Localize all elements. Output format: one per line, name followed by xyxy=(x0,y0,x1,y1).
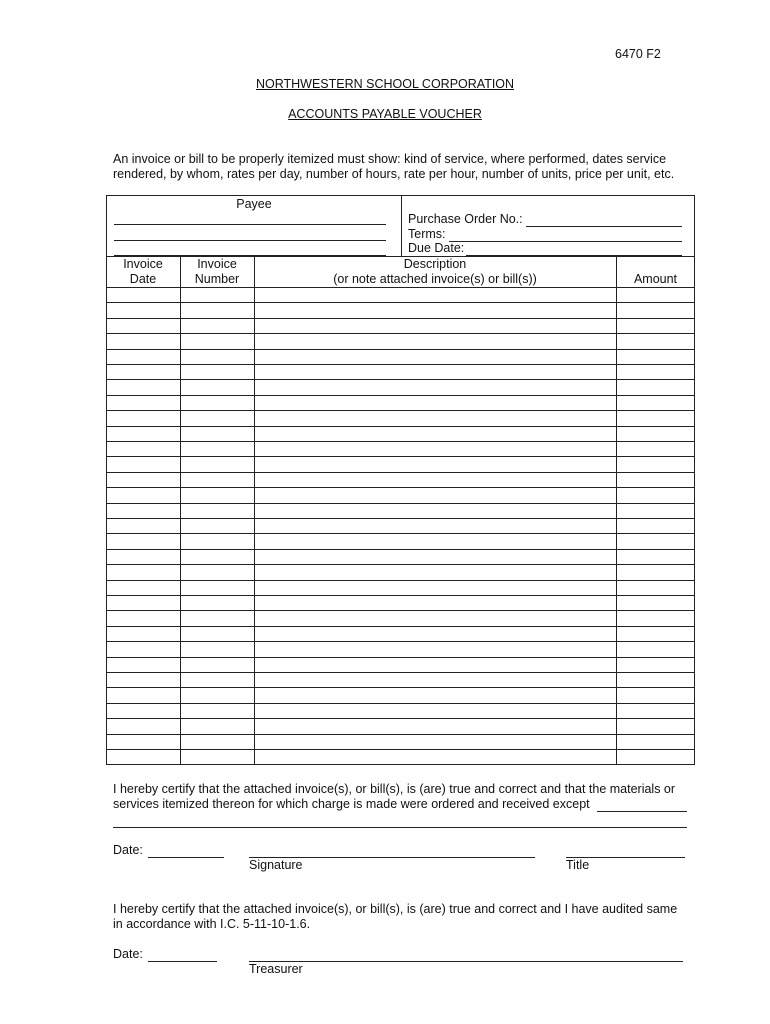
row-divider xyxy=(106,472,695,473)
row-divider xyxy=(106,533,695,534)
row-divider xyxy=(106,687,695,688)
payee-line-3[interactable] xyxy=(114,241,386,256)
row-divider xyxy=(106,657,695,658)
row-divider xyxy=(106,626,695,627)
instructions-line-1: An invoice or bill to be properly itemized must show: kind of service, where performed, dates service xyxy=(113,152,667,166)
row-divider xyxy=(106,318,695,319)
row-divider xyxy=(106,734,695,735)
row-divider xyxy=(106,749,695,750)
row-divider xyxy=(106,456,695,457)
row-divider xyxy=(106,703,695,704)
due-date-field[interactable] xyxy=(466,241,682,256)
payee-line-1[interactable] xyxy=(114,210,386,225)
row-divider xyxy=(106,441,695,442)
description-header-line-1: Description xyxy=(403,257,467,271)
certification-date-field[interactable] xyxy=(148,843,224,858)
title-label: Title xyxy=(566,858,590,872)
exception-field-line-2[interactable] xyxy=(113,813,687,828)
row-divider xyxy=(106,302,695,303)
row-divider xyxy=(106,580,695,581)
invoice-number-header xyxy=(180,257,254,287)
row-divider xyxy=(106,410,695,411)
invoice-date-header-line-1: Invoice xyxy=(123,257,163,271)
row-divider xyxy=(106,718,695,719)
audit-line-1: I hereby certify that the attached invoice(s), or bill(s), is (are) true and correct and I have audited same xyxy=(113,902,678,916)
row-divider xyxy=(106,287,695,288)
row-divider xyxy=(106,503,695,504)
audit-date-label: Date: xyxy=(113,947,143,961)
row-divider xyxy=(106,426,695,427)
itemization-instructions xyxy=(113,152,693,182)
row-divider xyxy=(106,333,695,334)
row-divider xyxy=(106,672,695,673)
row-divider xyxy=(106,641,695,642)
terms-field[interactable] xyxy=(449,227,682,242)
voucher-table xyxy=(106,195,695,765)
instructions-line-2: rendered, by whom, rates per day, number of hours, rate per hour, number of units, price per unit, etc. xyxy=(113,167,675,181)
organization-name: NORTHWESTERN SCHOOL CORPORATION xyxy=(255,77,515,91)
invoice-date-header-line-2: Date xyxy=(129,272,157,286)
signature-label: Signature xyxy=(249,858,303,872)
treasurer-signature-field[interactable] xyxy=(249,947,683,962)
audit-date-field[interactable] xyxy=(148,947,217,962)
row-divider xyxy=(106,518,695,519)
row-divider xyxy=(106,487,695,488)
title-field[interactable] xyxy=(566,843,685,858)
row-divider xyxy=(106,349,695,350)
certification-date-label: Date: xyxy=(113,843,143,857)
certification-line-2: services itemized thereon for which charge is made were ordered and received except xyxy=(113,797,590,811)
row-divider xyxy=(106,595,695,596)
row-divider xyxy=(106,364,695,365)
purchase-order-label: Purchase Order No.: xyxy=(408,212,523,226)
invoice-number-header-line-1: Invoice xyxy=(197,257,237,271)
row-divider xyxy=(106,610,695,611)
exception-field[interactable] xyxy=(597,797,687,812)
purchase-order-field[interactable] xyxy=(526,212,682,227)
invoice-date-header xyxy=(106,257,180,287)
payee-line-2[interactable] xyxy=(114,226,386,241)
amount-header: Amount xyxy=(633,272,678,286)
invoice-number-header-line-2: Number xyxy=(194,272,240,286)
row-divider xyxy=(106,379,695,380)
audit-statement xyxy=(113,902,693,932)
signature-field[interactable] xyxy=(249,843,535,858)
row-divider xyxy=(106,549,695,550)
row-divider xyxy=(106,395,695,396)
form-id: 6470 F2 xyxy=(615,47,661,61)
description-header xyxy=(254,257,616,287)
document-title: ACCOUNTS PAYABLE VOUCHER xyxy=(288,107,482,121)
certification-line-1: I hereby certify that the attached invoice(s), or bill(s), is (are) true and correct and that the materials or xyxy=(113,782,676,796)
audit-line-2: in accordance with I.C. 5-11-10-1.6. xyxy=(113,917,311,931)
row-divider xyxy=(106,564,695,565)
terms-label: Terms: xyxy=(408,227,446,241)
due-date-label: Due Date: xyxy=(408,241,465,255)
payee-label: Payee xyxy=(236,197,272,211)
description-header-line-2: (or note attached invoice(s) or bill(s)) xyxy=(333,272,537,286)
treasurer-label: Treasurer xyxy=(249,962,303,976)
